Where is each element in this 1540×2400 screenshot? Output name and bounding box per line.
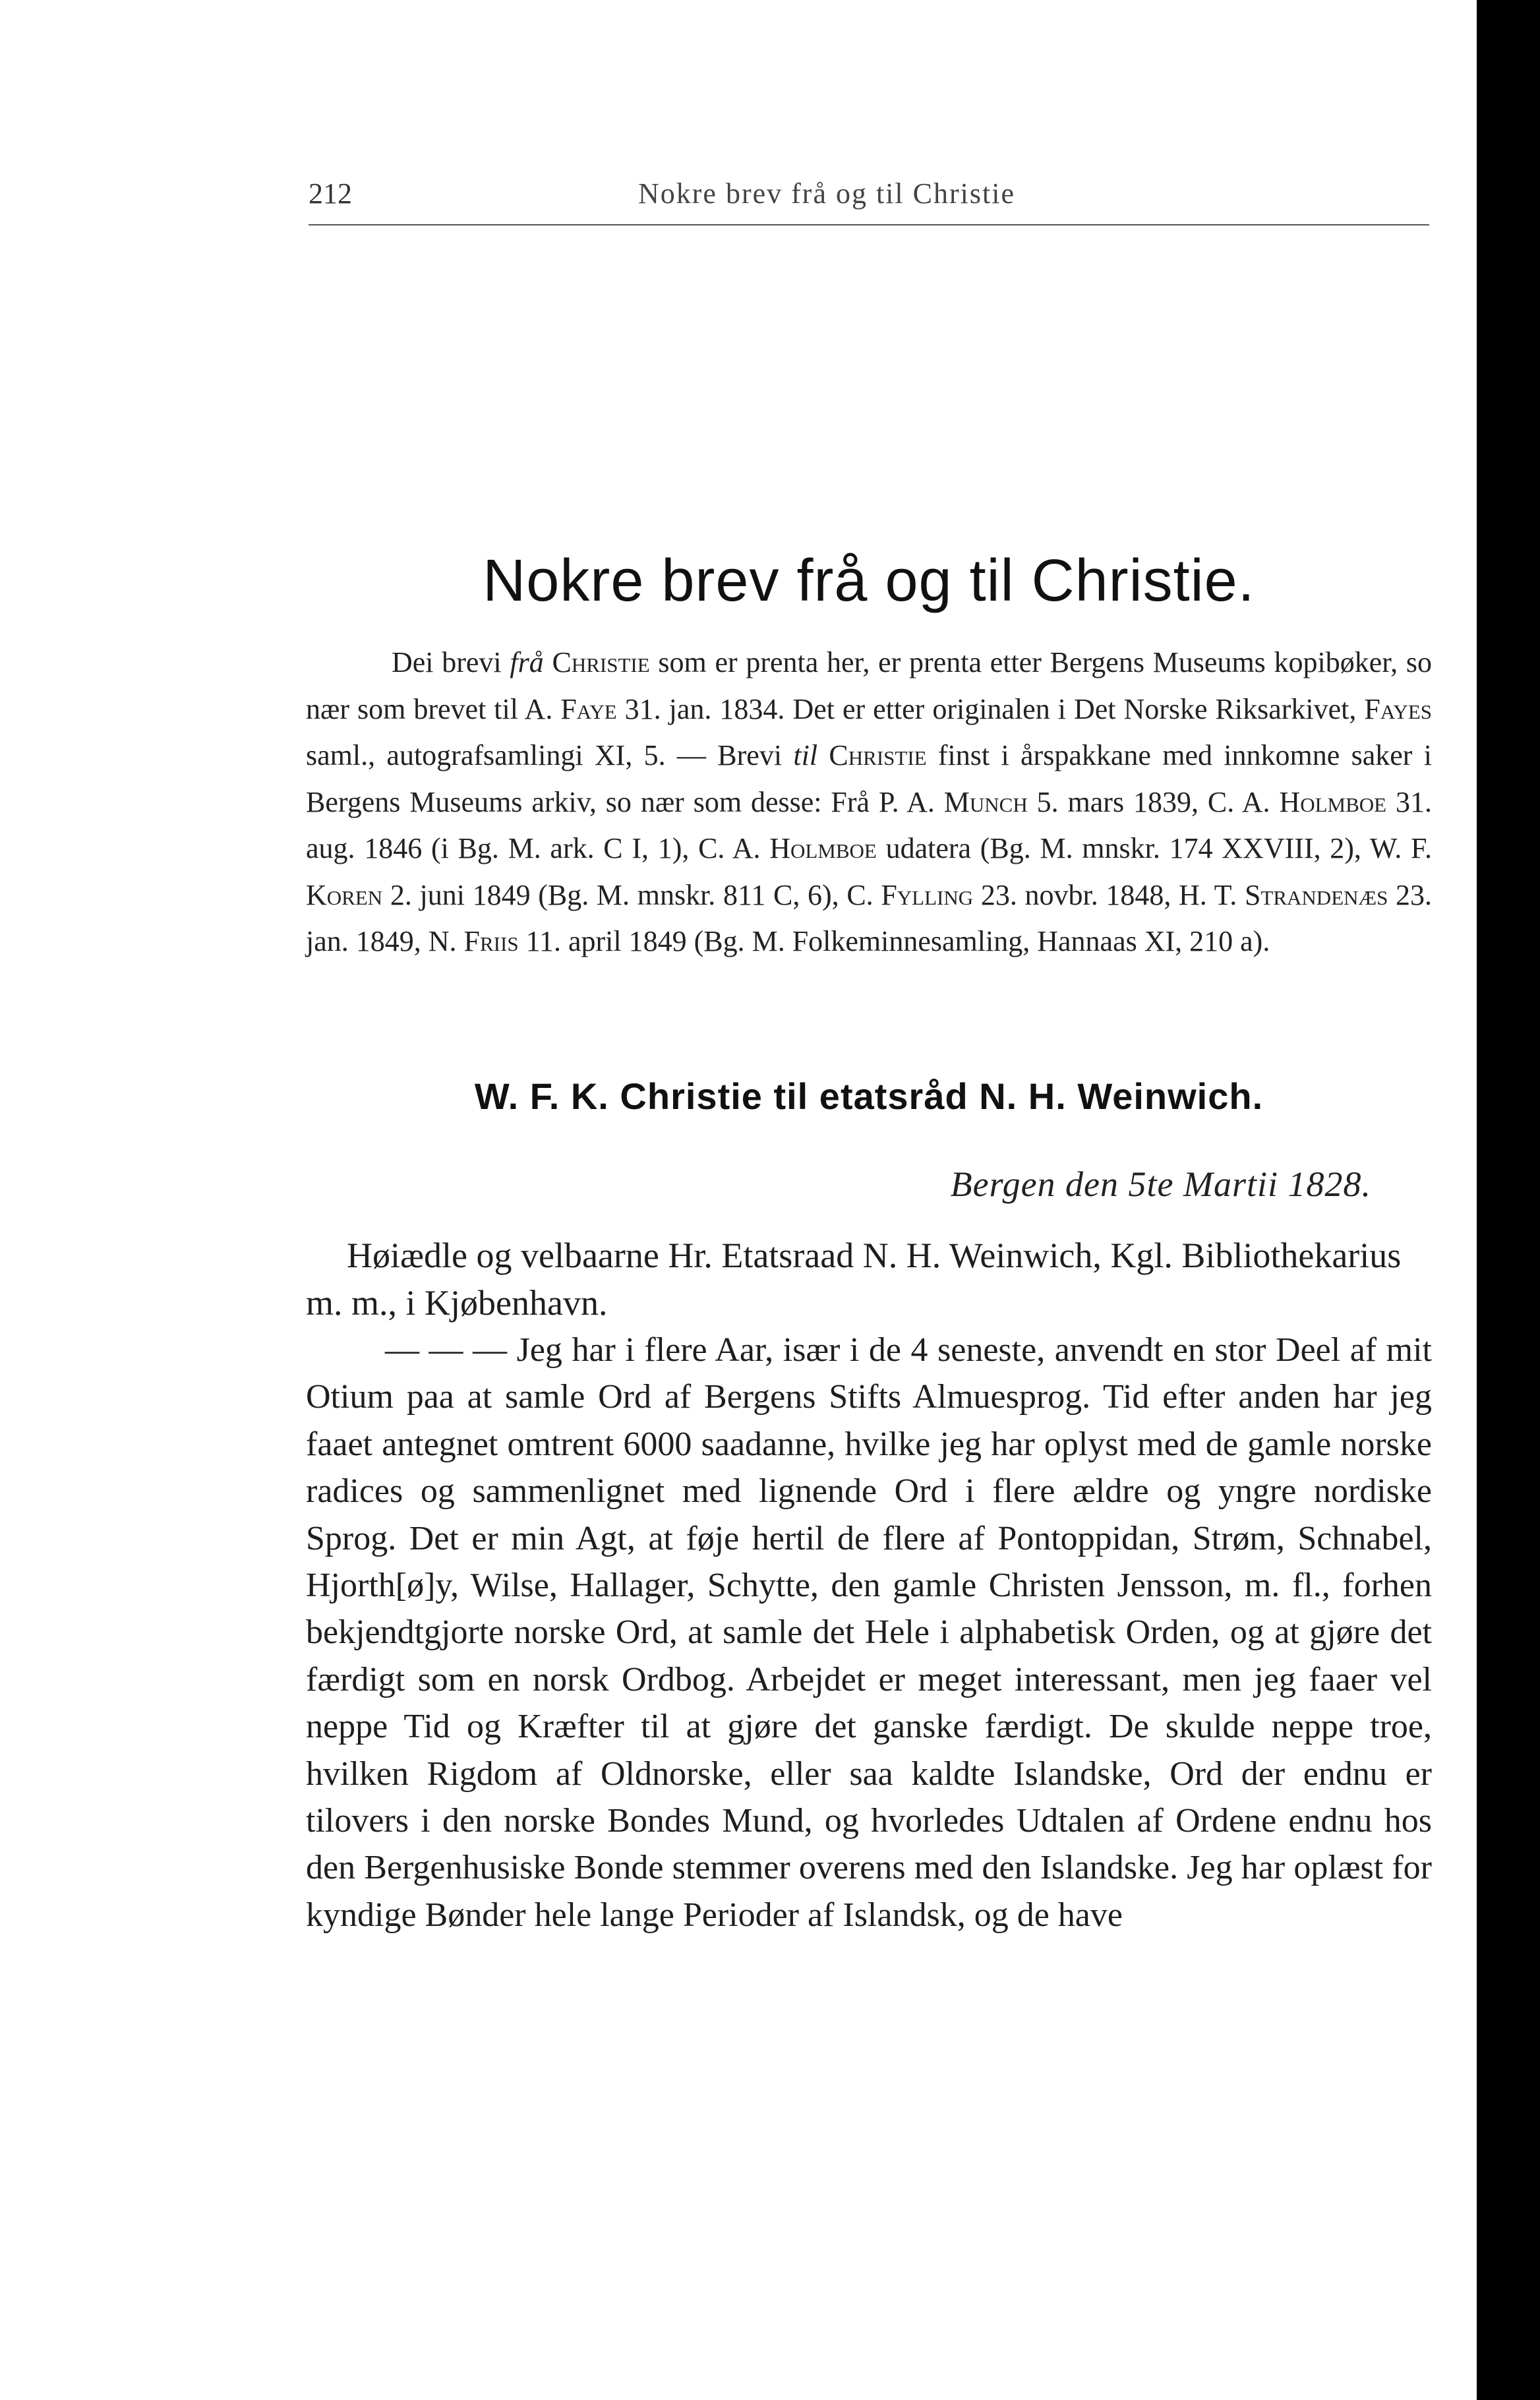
intro-run xyxy=(544,646,552,678)
header-rule xyxy=(309,224,1429,225)
intro-run: 23. novbr. 1848, H. T. xyxy=(973,878,1245,911)
intro-smallcaps: Strandenæs xyxy=(1244,878,1388,911)
intro-italic: frå xyxy=(510,646,544,678)
intro-run: 31. jan. 1834. Det er etter originalen i Det Norske Riksarkivet, xyxy=(616,692,1365,725)
intro-run: udatera (Bg. M. mnskr. 174 XXVIII, 2), W. F. xyxy=(876,832,1432,864)
scan-border xyxy=(1477,0,1540,2400)
intro-text xyxy=(306,640,1432,965)
intro-run: som er prenta her, er prenta etter Bergens Museums kopibøker, so nær som brevet til A. xyxy=(306,646,1433,725)
section-heading: W. F. K. Christie til etatsråd N. H. Weinwich. xyxy=(474,1075,1264,1117)
intro-run xyxy=(817,739,829,771)
intro-smallcaps: Faye xyxy=(560,692,617,725)
letter-body xyxy=(306,1327,1432,1938)
article-title: Nokre brev frå og til Christie. xyxy=(483,548,1255,614)
intro-run: 2. juni 1849 (Bg. M. mnskr. 811 C, 6), C. xyxy=(382,878,881,911)
running-head xyxy=(309,177,1429,223)
letter-text: — — — Jeg har i flere Aar, især i de 4 seneste, anvendt en stor Deel af mit Otium paa at samle Ord af Bergens Stifts Almuesprog. Tid efter anden har jeg faaet antegnet omtrent 6000 saadanne, hvilke jeg har oplyst med de gamle norske radices og sammenlignet med lignende Ord i flere ældre og yngre nordiske Sprog. Det er min Agt, at føje hertil de flere af Pontoppidan, Strøm, Schnabel, Hjorth[ø]y, Wilse, Hallager, Schytte, den gamle Christen Jensson, m. fl., forhen bekjendtgjorte norske Ord, at samle det Hele i alphabetisk Orden, og at gjøre det færdigt som en norsk Ordbog. Arbejdet er meget interessant, men jeg faaer vel neppe Tid og Kræfter til at gjøre det ganske færdigt. De skulde neppe troe, hvilken Rigdom af Oldnorske, eller saa kaldte Islandske, Ord der endnu er tilovers i den norske Bondes Mund, og hvorledes Udtalen af Ordene endnu hos den Bergenhusiske Bonde stemmer overens med den Islandske. Jeg har oplæst for kyndige Bønder hele lange Perioder af Islandsk, og de have xyxy=(306,1331,1432,1934)
page-number: 212 xyxy=(309,177,352,210)
intro-smallcaps: Holmboe xyxy=(1279,785,1387,818)
intro-run: Dei brevi xyxy=(392,646,510,678)
intro-run: 11. april 1849 (Bg. M. Folkeminnesamling, Hannaas XI, 210 a). xyxy=(518,925,1270,957)
intro-italic: til xyxy=(793,739,818,771)
intro-smallcaps: Friis xyxy=(463,925,519,957)
intro-smallcaps: Holmboe xyxy=(769,832,877,864)
intro-run: 23. jan. 1849, N. xyxy=(306,878,1432,957)
intro-smallcaps: Munch xyxy=(943,785,1028,818)
letter-dateline: Bergen den 5te Martii 1828. xyxy=(950,1164,1371,1204)
salutation-text: Høiædle og velbaarne Hr. Etatsraad N. H. Weinwich, Kgl. Bibliothekarius m. m., i Kjøbenhavn. xyxy=(306,1236,1402,1323)
intro-smallcaps: Christie xyxy=(552,646,650,678)
intro-run: finst i årspakkane med innkomne saker i Bergens Museums arkiv, so nær som desse: Frå P. A. xyxy=(306,739,1433,818)
running-title: Nokre brev frå og til Christie xyxy=(638,177,1015,210)
intro-smallcaps: Fayes xyxy=(1364,692,1432,725)
intro-smallcaps: Koren xyxy=(306,878,383,911)
letter-salutation xyxy=(306,1232,1432,1327)
intro-run: 5. mars 1839, C. A. xyxy=(1027,785,1280,818)
intro-smallcaps: Christie xyxy=(829,739,927,771)
intro-run: 31. aug. 1846 (i Bg. M. ark. C I, 1), C. A. xyxy=(306,785,1433,864)
intro-run: saml., autografsamlingi XI, 5. — Brevi xyxy=(306,739,794,771)
intro-paragraph xyxy=(306,640,1432,965)
intro-smallcaps: Fylling xyxy=(881,878,974,911)
